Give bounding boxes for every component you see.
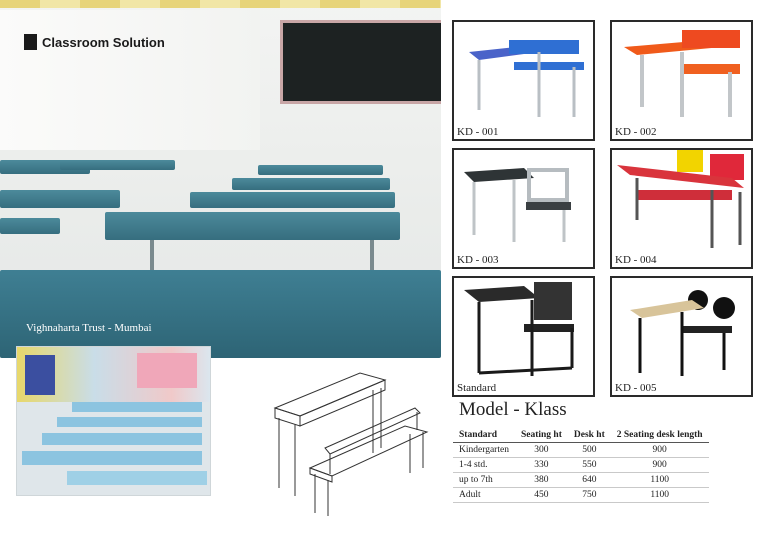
product-tile-kd-004[interactable] xyxy=(610,148,753,269)
table-header-row xyxy=(453,428,709,443)
desk-icon xyxy=(612,278,751,378)
poster xyxy=(25,355,55,395)
table-row xyxy=(453,473,709,488)
poster xyxy=(137,353,197,388)
desk-row xyxy=(57,417,202,427)
table-cell: 900 xyxy=(611,458,709,473)
column-header: Desk ht xyxy=(568,428,611,443)
table-cell: 750 xyxy=(568,488,611,503)
desk-row xyxy=(67,471,207,485)
desk-row xyxy=(60,160,175,170)
desk-icon xyxy=(454,150,593,250)
desk-row xyxy=(232,178,390,190)
desk-foreground xyxy=(0,270,441,358)
table-cell: Adult xyxy=(453,488,515,503)
desk-leg xyxy=(150,240,154,270)
table-row xyxy=(453,488,709,503)
spec-table xyxy=(453,428,709,503)
table-cell: 550 xyxy=(568,458,611,473)
product-code: Standard xyxy=(457,382,497,394)
window-light xyxy=(0,10,260,150)
column-header: Seating ht xyxy=(515,428,568,443)
product-tile-kd-003[interactable] xyxy=(452,148,595,269)
product-code: KD - 001 xyxy=(457,126,499,138)
table-cell: 330 xyxy=(515,458,568,473)
section-title: Classroom Solution xyxy=(42,35,165,50)
table-cell: 1100 xyxy=(611,473,709,488)
table-cell: 1-4 std. xyxy=(453,458,515,473)
desk-row xyxy=(0,218,60,234)
table-cell: 380 xyxy=(515,473,568,488)
model-title: Model - Klass xyxy=(459,399,567,420)
desk-line-drawing xyxy=(265,368,430,518)
desk-icon xyxy=(454,278,593,378)
desk-row xyxy=(190,192,395,208)
desk-row xyxy=(42,433,202,445)
column-header: 2 Seating desk length xyxy=(611,428,709,443)
product-tile-kd-005[interactable] xyxy=(610,276,753,397)
desk-row xyxy=(22,451,202,465)
table-row xyxy=(453,443,709,458)
table-cell: 900 xyxy=(611,443,709,458)
desk-icon xyxy=(612,150,751,250)
blackboard xyxy=(280,20,441,104)
product-code: KD - 005 xyxy=(615,382,657,394)
product-tile-kd-001[interactable] xyxy=(452,20,595,141)
table-cell: up to 7th xyxy=(453,473,515,488)
table-cell: 300 xyxy=(515,443,568,458)
product-code: KD - 003 xyxy=(457,254,499,266)
desk-icon xyxy=(454,22,593,122)
product-code: KD - 002 xyxy=(615,126,657,138)
desk-row xyxy=(0,190,120,208)
column-header: Standard xyxy=(453,428,515,443)
classroom-photo xyxy=(0,0,441,358)
photo-caption: Vighnaharta Trust - Mumbai xyxy=(26,322,152,334)
table-cell: 640 xyxy=(568,473,611,488)
title-marker xyxy=(24,34,37,50)
classroom-photo-secondary xyxy=(16,346,211,496)
product-tile-standard[interactable] xyxy=(452,276,595,397)
table-cell: 1100 xyxy=(611,488,709,503)
desk-row xyxy=(105,212,400,240)
product-code: KD - 004 xyxy=(615,254,657,266)
desk-leg xyxy=(370,240,374,270)
desk-icon xyxy=(612,22,751,122)
product-tile-kd-002[interactable] xyxy=(610,20,753,141)
table-cell: 500 xyxy=(568,443,611,458)
table-cell: Kindergarten xyxy=(453,443,515,458)
table-row xyxy=(453,458,709,473)
desk-row xyxy=(258,165,383,175)
table-cell: 450 xyxy=(515,488,568,503)
desk-row xyxy=(72,402,202,412)
wall-banner xyxy=(0,0,441,8)
